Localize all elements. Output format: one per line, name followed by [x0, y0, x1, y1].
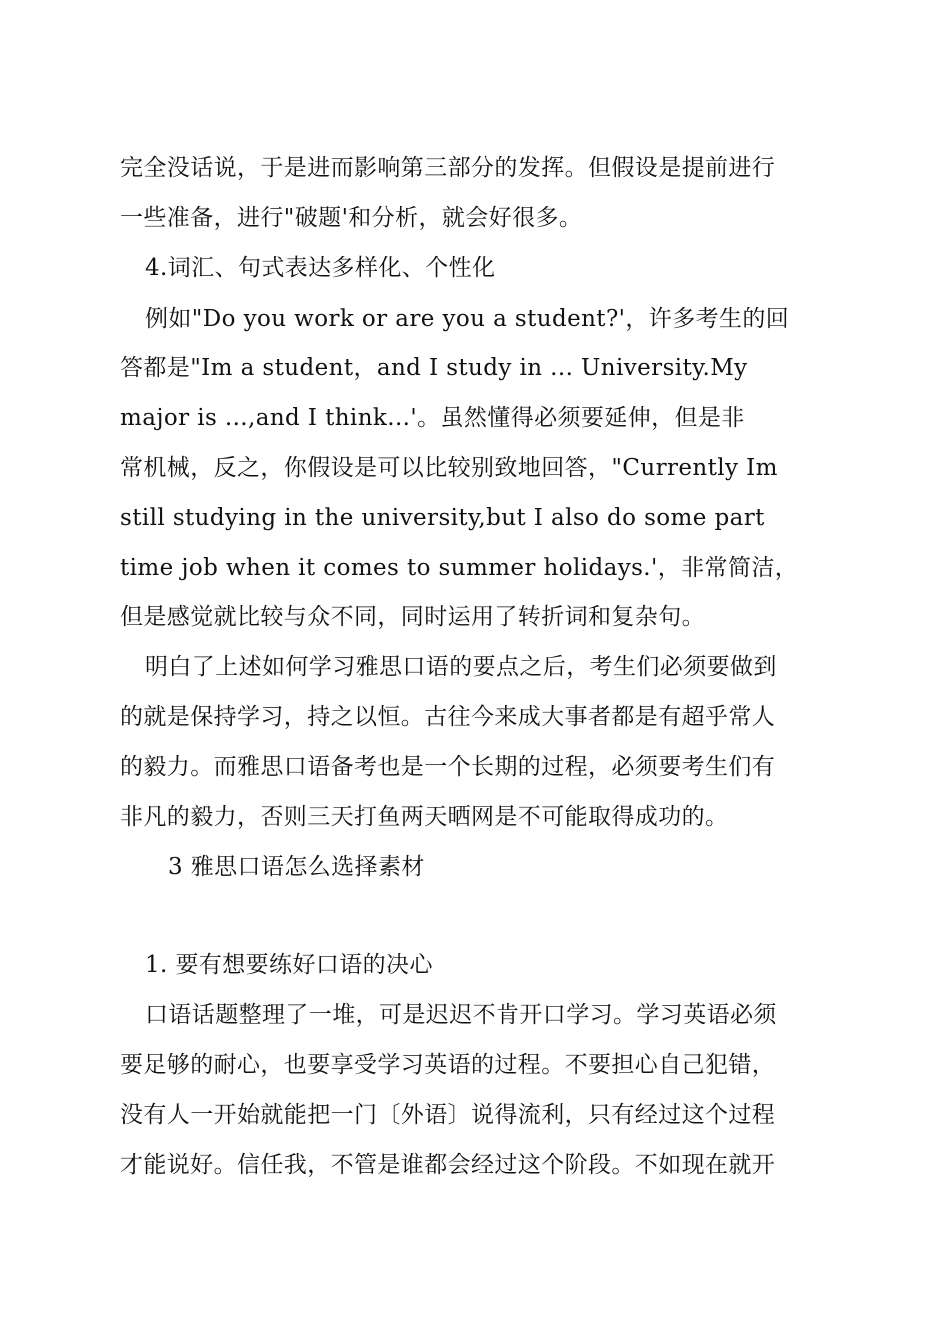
paragraph-line: 口语话题整理了一堆，可是迟迟不肯开口学习。学习英语必须	[145, 1002, 777, 1028]
paragraph-line: 才能说好。信任我，不管是谁都会经过这个阶段。不如现在就开	[120, 1152, 776, 1178]
paragraph-line: 但是感觉就比较与众不同，同时运用了转折词和复杂句。	[120, 604, 705, 630]
paragraph-line: 常机械，反之，你假设是可以比较别致地回答，"Currently Im	[120, 455, 778, 481]
section-heading: 3 雅思口语怎么选择素材	[168, 854, 425, 880]
paragraph-line: 非凡的毅力，否则三天打鱼两天晒网是不可能取得成功的。	[120, 804, 729, 830]
paragraph-line: 完全没话说，于是进而影响第三部分的发挥。但假设是提前进行	[120, 155, 776, 181]
paragraph-line: 没有人一开始就能把一门〔外语〕说得流利，只有经过这个过程	[120, 1102, 776, 1128]
paragraph-line: 一些准备，进行"破题'和分析，就会好很多。	[120, 205, 583, 231]
paragraph-line: 明白了上述如何学习雅思口语的要点之后，考生们必须要做到	[145, 654, 777, 680]
paragraph-line: 的毅力。而雅思口语备考也是一个长期的过程，必须要考生们有	[120, 754, 776, 780]
paragraph-line: 要足够的耐心，也要享受学习英语的过程。不要担心自己犯错，	[120, 1052, 776, 1078]
paragraph-line: time job when it comes to summer holidays.'，非常简洁，	[120, 555, 799, 581]
paragraph-line: major is ...,and I think...'。虽然懂得必须要延伸，但是非	[120, 405, 745, 431]
subsection-heading: 1. 要有想要练好口语的决心	[145, 952, 433, 978]
paragraph-line: still studying in the university,but I also do some part	[120, 505, 765, 531]
paragraph-line: 例如"Do you work or are you a student?'，许多考生的回	[145, 306, 790, 332]
paragraph-line: 的就是保持学习，持之以恒。古往今来成大事者都是有超乎常人	[120, 704, 776, 730]
paragraph-line: 答都是"Im a student，and I study in ... University.My	[120, 355, 748, 381]
section-heading: 4.词汇、句式表达多样化、个性化	[145, 255, 496, 281]
